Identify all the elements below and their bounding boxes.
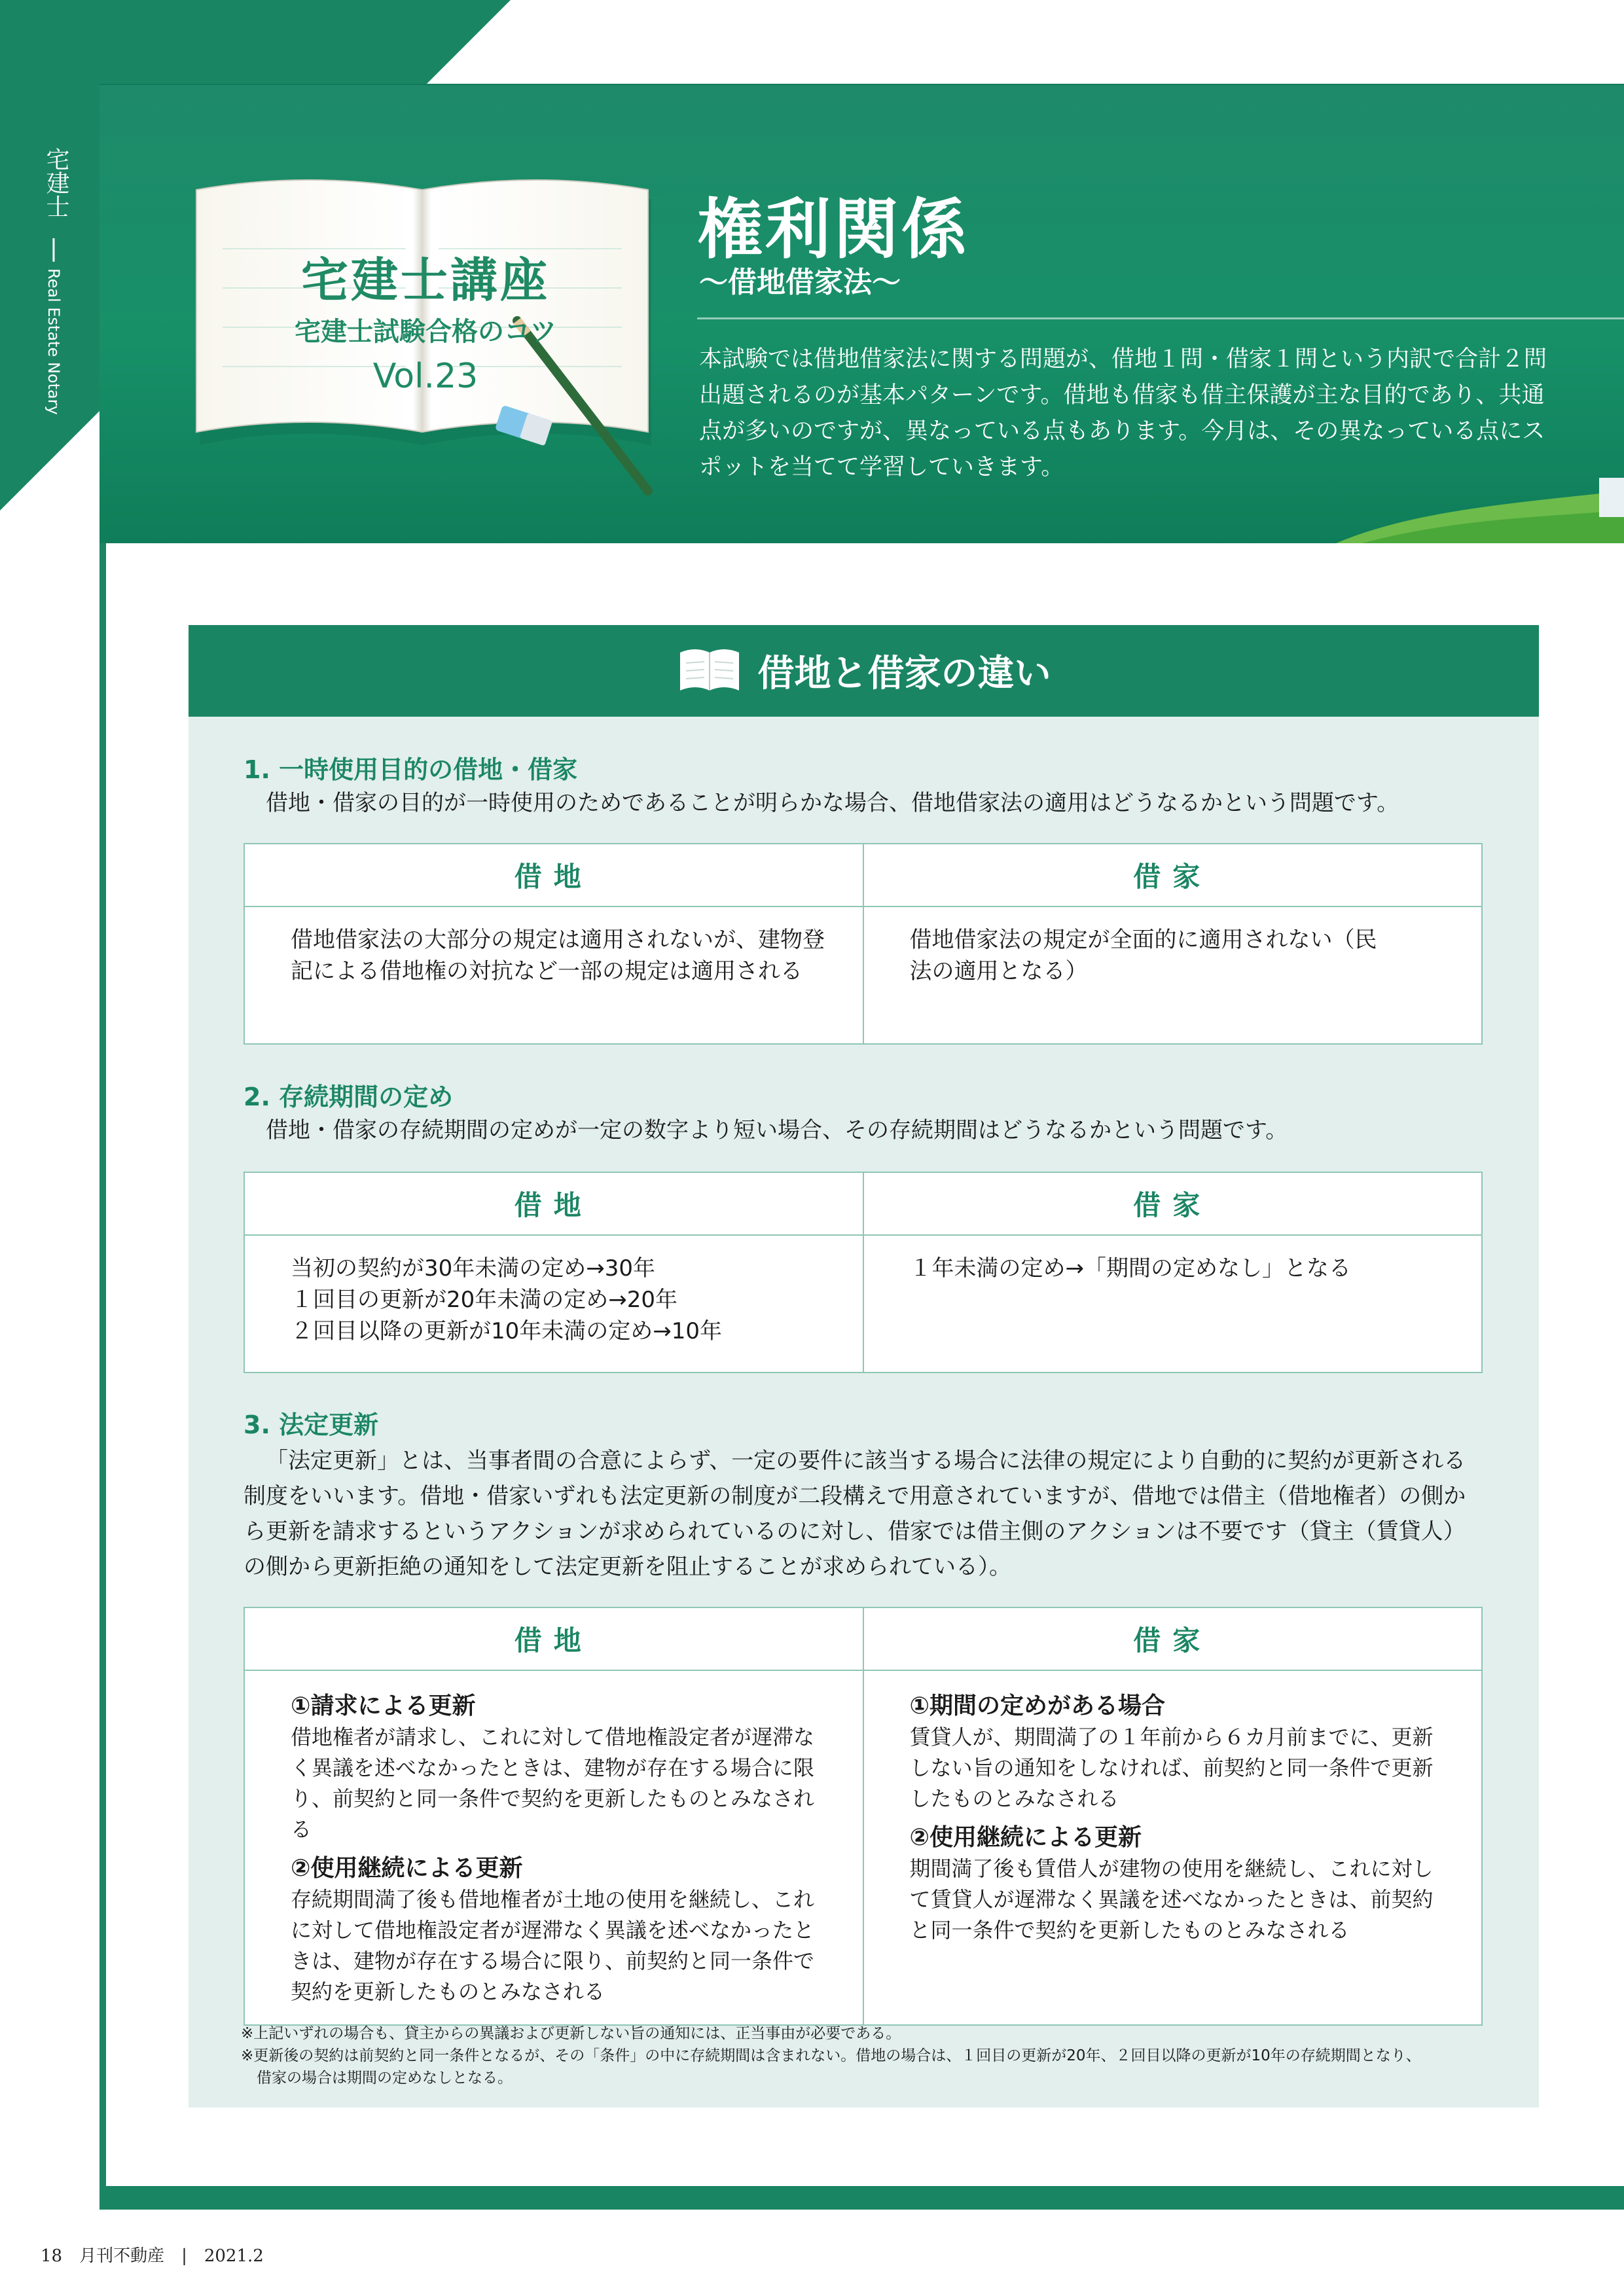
section-1-heading: 1. 一時使用目的の借地・借家 bbox=[244, 755, 578, 784]
table-header-left: 借地 bbox=[244, 1607, 863, 1670]
item-title: ②使用継続による更新 bbox=[291, 1855, 523, 1882]
item-text: 賃貸人が、期間満了の１年前から６カ月前までに、更新しない旨の通知をしなければ、前契約と同一条件で更新したものとみなされる bbox=[909, 1725, 1434, 1811]
section-2-right-cell bbox=[863, 1235, 1483, 1372]
book-icon bbox=[677, 645, 742, 697]
section-panel-title: 借地と借家の違い bbox=[757, 653, 1051, 695]
section-3-text: 「法定更新」とは、当事者間の合意によらず、一定の要件に該当する場合に法律の規定により自動的に契約が更新される制度をいいます。借地・借家いずれも法定更新の制度が二段構えで用意されていますが、借地では借主（借地権者）の側から更新を請求するというアクションが求められているのに対し、借家では借主側のアクションは不要です（貸主（賃貸人）の側から更新拒絶の通知をして法定更新を阻止することが求められている）。 bbox=[244, 1448, 1466, 1580]
notes bbox=[241, 2022, 1524, 2089]
note-line: ※上記いずれの場合も、貸主からの異議および更新しない旨の通知には、正当事由が必要である。 bbox=[241, 2025, 901, 2042]
table-header-right: 借家 bbox=[863, 844, 1483, 906]
item-title: ②使用継続による更新 bbox=[909, 1824, 1142, 1851]
book-subtitle: 宅建士試験合格のコツ bbox=[295, 317, 556, 347]
note-line: ※更新後の契約は前契約と同一条件となるが、その「条件」の中に存続期間は含まれない。借地の場合は、１回目の更新が20年、２回目以降の更新が10年の存続期間となり、 bbox=[241, 2047, 1421, 2064]
item-title: ①請求による更新 bbox=[291, 1693, 476, 1719]
table-header-right: 借家 bbox=[863, 1607, 1483, 1670]
section-1-right-text: 借地借家法の規定が全面的に適用されない（民法の適用となる） bbox=[909, 927, 1377, 984]
section-1-left-text: 借地借家法の大部分の規定は適用されないが、建物登記による借地権の対抗など一部の規定は適用される bbox=[291, 927, 825, 984]
item-text: 期間満了後も賃借人が建物の使用を継続し、これに対して賃貸人が遅滞なく異議を述べなかったときは、前契約と同一条件で契約を更新したものとみなされる bbox=[909, 1856, 1434, 1943]
page-title: 権利関係 bbox=[697, 191, 969, 268]
list-item: 当初の契約が30年未満の定め→30年 bbox=[291, 1255, 656, 1282]
table-header-right: 借家 bbox=[863, 1172, 1483, 1235]
section-3-left-cell bbox=[244, 1670, 863, 2025]
list-item: １回目の更新が20年未満の定め→20年 bbox=[291, 1287, 678, 1313]
section-2-right-text: １年未満の定め→「期間の定めなし」となる bbox=[909, 1255, 1351, 1282]
left-rule bbox=[99, 543, 106, 2206]
list-item: ２回目以降の更新が10年未満の定め→10年 bbox=[291, 1318, 723, 1344]
side-label-en: Real Estate Notary bbox=[45, 268, 63, 415]
table-header-left: 借地 bbox=[244, 1172, 863, 1235]
bottom-band bbox=[99, 2186, 1624, 2210]
corner-decoration bbox=[0, 0, 1624, 92]
page-footer: 18 月刊不動産 | 2021.2 bbox=[41, 2246, 264, 2266]
note-line: 借家の場合は期間の定めなしとなる。 bbox=[257, 2070, 513, 2087]
section-2-heading: 2. 存続期間の定め bbox=[244, 1083, 454, 1111]
section-2-text: 借地・借家の存続期間の定めが一定の数字より短い場合、その存続期間はどうなるかという問題です。 bbox=[266, 1117, 1288, 1143]
section-1-text: 借地・借家の目的が一時使用のためであることが明らかな場合、借地借家法の適用はどうなるかという問題です。 bbox=[266, 790, 1399, 816]
book-title: 宅建士講座 bbox=[300, 253, 550, 308]
section-3-heading: 3. 法定更新 bbox=[244, 1410, 379, 1439]
section-1-table bbox=[244, 843, 1483, 1045]
section-1-left-cell bbox=[244, 906, 863, 1044]
page-subtitle: 〜借地借家法〜 bbox=[699, 266, 901, 299]
item-text: 借地権者が請求し、これに対して借地権設定者が遅滞なく異議を述べなかったときは、建物が存在する場合に限り、前契約と同一条件で契約を更新したものとみなされる bbox=[291, 1725, 815, 1842]
book-illustration bbox=[190, 170, 661, 497]
intro-text: 本試験では借地借家法に関する問題が、借地１問・借家１問という内訳で合計２問出題されるのが基本パターンです。借地も借家も借主保護が主な目的であり、共通点が多いのですが、異なっている点もあります。今月は、その異なっている点にスポットを当てて学習していきます。 bbox=[699, 346, 1547, 480]
section-3-right-cell bbox=[863, 1670, 1483, 2025]
item-text: 存続期間満了後も借地権者が土地の使用を継続し、これに対して借地権設定者が遅滞なく異議を述べなかったときは、建物が存在する場合に限り、前契約と同一条件で契約を更新したものとみなされる bbox=[291, 1887, 815, 2004]
title-divider bbox=[697, 317, 1624, 319]
section-2-left-cell bbox=[244, 1235, 863, 1372]
section-panel-title-wrap bbox=[189, 625, 1539, 717]
section-2-table bbox=[244, 1172, 1483, 1373]
section-1-right-cell bbox=[863, 906, 1483, 1044]
item-title: ①期間の定めがある場合 bbox=[909, 1693, 1165, 1719]
table-header-left: 借地 bbox=[244, 844, 863, 906]
side-label-ja: 宅建士 | bbox=[43, 147, 69, 262]
book-volume: Vol.23 bbox=[372, 357, 478, 396]
section-3-table bbox=[244, 1607, 1483, 2026]
